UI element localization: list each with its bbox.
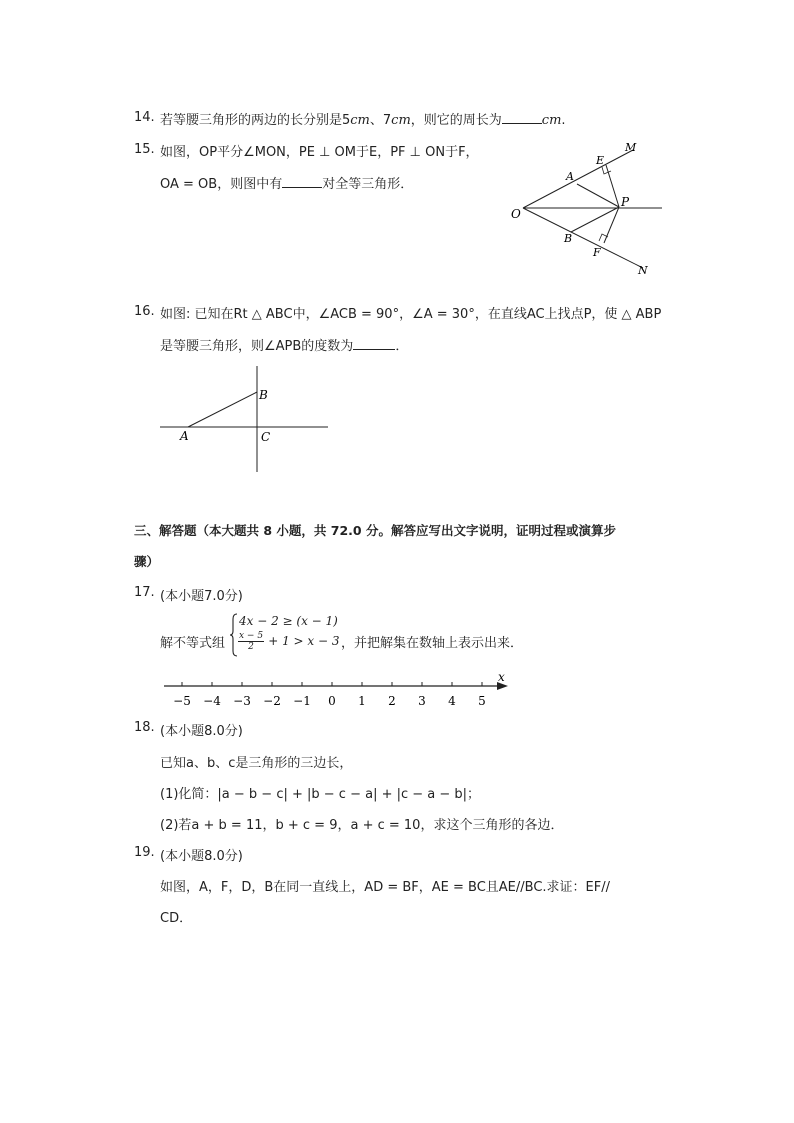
q16-line2-b: ．: [395, 339, 409, 354]
q17-suffix: ，并把解集在数轴上表示出来．: [341, 636, 524, 651]
segment-pb: [571, 207, 619, 232]
q19-line2: CD．: [160, 911, 193, 926]
tick-label: −2: [263, 694, 281, 708]
tick-label: −4: [203, 694, 221, 708]
q14-text-b: 、7: [369, 113, 392, 128]
q16-line2-a: 是等腰三角形，则∠APB的度数为: [160, 339, 354, 354]
label-f: F: [593, 246, 601, 259]
q14-answer-blank[interactable]: [502, 111, 542, 124]
label-b: B: [259, 388, 268, 402]
q14-text-c: ，则它的周长为: [410, 113, 502, 128]
tick-label: 2: [388, 694, 396, 708]
segment-ab: [188, 392, 257, 427]
tick-label: −3: [233, 694, 251, 708]
q14-end: .: [561, 113, 566, 128]
q14-text-a: 若等腰三角形的两边的长分别是5: [160, 113, 351, 128]
label-p: P: [621, 195, 630, 209]
number-line: [160, 668, 520, 712]
label-n: N: [638, 264, 648, 277]
q15-line2-b: 对全等三角形．: [322, 177, 414, 192]
q15-line2: [160, 173, 413, 192]
section3-heading-line2: 骤）: [134, 554, 160, 569]
q15-line2-a: OA = OB，则图中有: [160, 177, 283, 192]
q14-number: 14.: [134, 110, 155, 125]
q17-score: (本小题7.0分): [160, 589, 243, 604]
q14-unit-cm-2: cm: [391, 113, 411, 128]
q15-figure: [505, 138, 670, 278]
q16-line2: [160, 335, 408, 354]
label-b: B: [564, 232, 573, 245]
q18-line1: 已知a、b、c是三角形的三边长，: [160, 756, 353, 771]
q16-answer-blank[interactable]: [353, 337, 395, 350]
q15-line1: 如图，OP平分∠MON，PE ⊥ OM于E，PF ⊥ ON于F，: [160, 145, 479, 160]
ray-on: [523, 208, 643, 268]
q19-score: (本小题8.0分): [160, 849, 243, 864]
q19-number: 19.: [134, 845, 155, 860]
tick-label: 4: [448, 694, 456, 708]
q17-prefix: 解不等式组: [160, 636, 226, 651]
q15-answer-blank[interactable]: [282, 175, 322, 188]
q17-fraction: [238, 631, 264, 652]
q16-figure: [158, 360, 333, 475]
label-m: M: [625, 141, 637, 154]
q15-number: 15.: [134, 142, 155, 157]
label-c: C: [261, 430, 271, 444]
q18-line3: (2)若a + b = 11，b + c = 9，a + c = 10，求这个三角形的各边．: [160, 818, 564, 833]
q14-text: [160, 109, 566, 128]
label-a: A: [180, 429, 189, 443]
segment-pf: [604, 207, 619, 243]
axis-label-x: x: [498, 670, 505, 684]
q17-ineq1: 4x − 2 ≥ (x − 1): [239, 614, 338, 628]
q17-ineq2-rest: + 1 > x − 3: [268, 634, 340, 648]
q19-line1: 如图，A，F，D，B在同一直线上，AD = BF，AE = BC且AE//BC.求证：EF//: [160, 880, 611, 895]
q18-number: 18.: [134, 720, 155, 735]
q14-unit-cm-3: cm: [541, 113, 562, 128]
q16-number: 16.: [134, 304, 155, 319]
tick-label: −5: [173, 694, 191, 708]
tick-label: 3: [418, 694, 426, 708]
q18-score: (本小题8.0分): [160, 724, 243, 739]
label-a: A: [566, 170, 574, 183]
tick-label: −1: [293, 694, 311, 708]
section3-heading-line1: 三、解答题（本大题共 8 小题，共 72.0 分。解答应写出文字说明，证明过程或演算步: [134, 523, 616, 538]
q18-line2: (1)化简：|a − b − c| + |b − c − a| + |c − a − b|；: [160, 787, 481, 802]
q17-frac-bot: 2: [248, 642, 254, 652]
label-e: E: [596, 154, 605, 167]
tick-label: 1: [358, 694, 366, 708]
q14-unit-cm-1: cm: [350, 113, 370, 128]
tick-label: 5: [478, 694, 486, 708]
q16-line1: 如图: 已知在Rt △ ABC中，∠ACB = 90°，∠A = 30°，在直线AC上找点P，使 △ ABP: [160, 307, 662, 322]
q17-ineq2: [238, 631, 340, 652]
q17-number: 17.: [134, 585, 155, 600]
label-o: O: [511, 207, 521, 221]
tick-label: 0: [328, 694, 336, 708]
q17-frac-top: x − 5: [239, 631, 264, 641]
